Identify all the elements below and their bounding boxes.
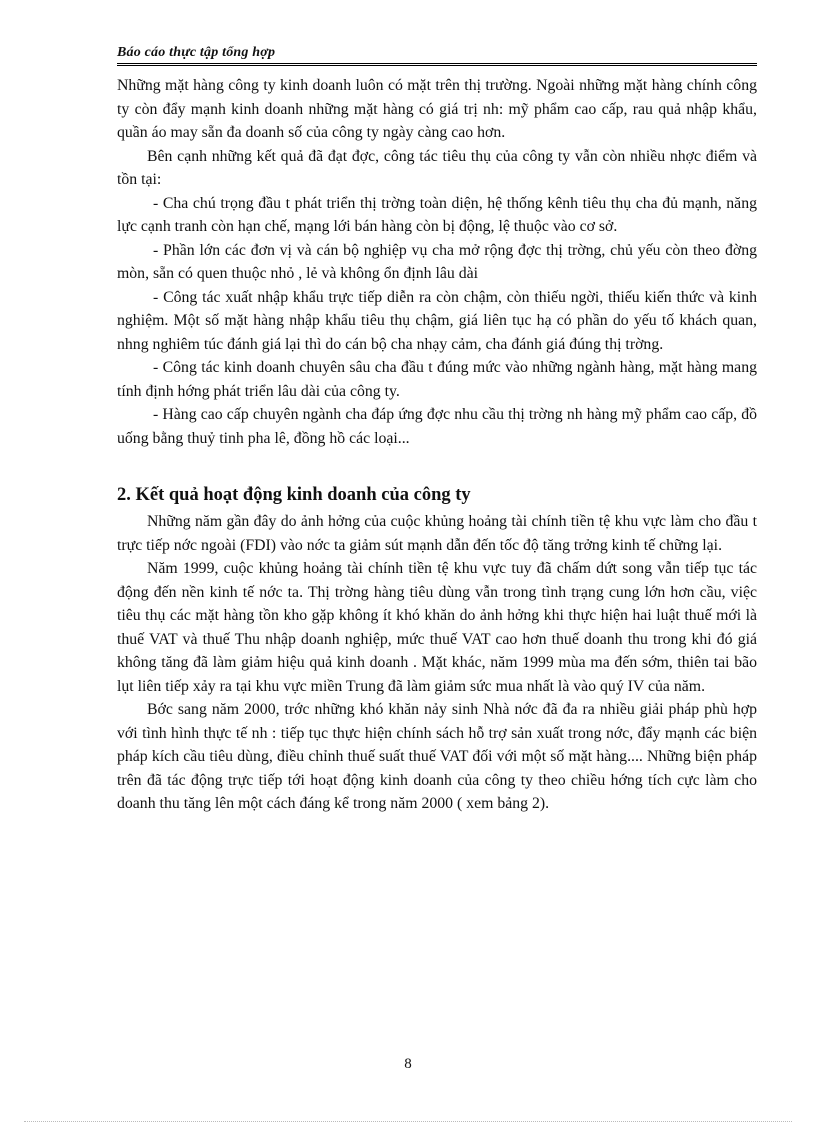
page-number: 8 xyxy=(404,1056,412,1072)
limitation-item: - Cha chú trọng đầu t phát triển thị trờng toàn diện, hệ thống kênh tiêu thụ cha đủ mạnh, năng lực cạnh tranh còn hạn chế, mạng lới bán hàng còn bị động, lệ thuộc vào cơ sở. xyxy=(117,194,757,235)
section-paragraph: Bớc sang năm 2000, trớc những khó khăn nảy sinh Nhà nớc đã đa ra nhiều giải pháp phù hợp với tình hình thực tế nh : tiếp tục thực hiện chính sách hỗ trợ sản xuất trong nớc, đẩy mạnh các biện pháp kích cầu tiêu dùng, điều chỉnh thuế suất thuế VAT đối với một số mặt hàng.... Những biện pháp trên đã tác động trực tiếp tới hoạt động kinh doanh của công ty theo chiều hớng tích cực làm cho doanh thu tăng lên một cách đáng kể trong năm 2000 ( xem bảng 2). xyxy=(117,701,757,812)
limitation-item: - Phần lớn các đơn vị và cán bộ nghiệp vụ cha mở rộng đợc thị trờng, chủ yếu còn theo đờng mòn, sẵn có quen thuộc nhỏ , lẻ và không ổn định lâu dài xyxy=(117,241,757,282)
header-title: Báo cáo thực tập tổng hợp xyxy=(117,45,276,60)
document-body xyxy=(117,74,757,816)
page-header xyxy=(117,42,757,66)
footer-rule xyxy=(24,1121,792,1122)
limitations-intro: Bên cạnh những kết quả đã đạt đợc, công tác tiêu thụ của công ty vẫn còn nhiều nhợc điểm và tồn tại: xyxy=(117,147,757,188)
limitation-item: - Công tác kinh doanh chuyên sâu cha đầu t đúng mức vào những ngành hàng, mặt hàng mang tính định hớng phát triển lâu dài của công ty. xyxy=(117,359,757,400)
intro-paragraph: Những mặt hàng công ty kinh doanh luôn có mặt trên thị trường. Ngoài những mặt hàng chính công ty còn đẩy mạnh kinh doanh những mặt hàng có giá trị nh: mỹ phẩm cao cấp, rau quả nhập khẩu, quần áo may sẵn đa doanh số của công ty ngày càng cao hơn. xyxy=(117,77,757,141)
section-heading: 2. Kết quả hoạt động kinh doanh của công ty xyxy=(117,485,471,505)
header-rule xyxy=(117,63,757,66)
limitation-item: - Hàng cao cấp chuyên ngành cha đáp ứng đợc nhu cầu thị trờng nh hàng mỹ phẩm cao cấp, đồ uống bằng thuỷ tinh pha lê, đồng hồ các loại... xyxy=(117,406,757,447)
section-paragraph: Năm 1999, cuộc khủng hoảng tài chính tiền tệ khu vực tuy đã chấm dứt song vẫn tiếp tục tác động đến nền kinh tế nớc ta. Thị trờng hàng tiêu dùng vẫn trong tình trạng cung lớn hơn cầu, việc tiêu thụ các mặt hàng tồn kho gặp không ít khó khăn do ảnh hởng khi thực hiện hai luật thuế mới là thuế VAT và thuế Thu nhập doanh nghiệp, mức thuế VAT cao hơn thuế doanh thu trong khi đó giá không tăng đã làm giảm hiệu quả kinh doanh . Mặt khác, năm 1999 mùa ma đến sớm, thiên tai bão lụt liên tiếp xảy ra tại khu vực miền Trung đã làm giảm sức mua nhất là vào quý IV của năm. xyxy=(117,560,757,695)
limitation-item: - Công tác xuất nhập khẩu trực tiếp diễn ra còn chậm, còn thiếu ngời, thiếu kiến thức và kinh nghiệm. Một số mặt hàng nhập khẩu tiêu thụ chậm, giá liên tục hạ có phần do yếu tố khách quan, nhng nghiêm túc đánh giá lại thì do cán bộ cha nhạy cảm, cha đánh giá đúng thị trờng. xyxy=(117,288,757,353)
section-paragraph: Những năm gần đây do ảnh hởng của cuộc khủng hoảng tài chính tiền tệ khu vực làm cho đầu t trực tiếp nớc ngoài (FDI) vào nớc ta giảm sút mạnh dẫn đến tốc độ tăng trởng kinh tế chững lại. xyxy=(117,513,757,554)
